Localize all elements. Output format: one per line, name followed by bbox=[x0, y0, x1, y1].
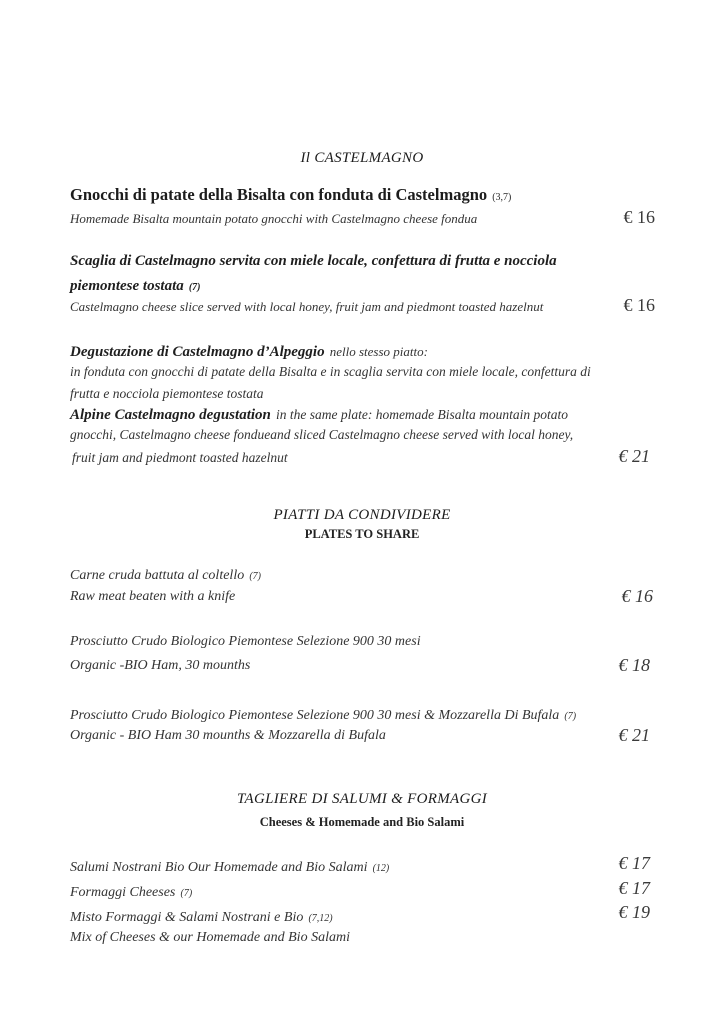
menu-item-gnocchi-name: Gnocchi di patate della Bisalta con fonduta di Castelmagno (3,7) bbox=[70, 185, 512, 204]
menu-item-gnocchi-price: € 16 bbox=[623, 207, 655, 227]
section-title-boards: TAGLIERE DI SALUMI & FORMAGGI bbox=[236, 791, 488, 807]
allergens: (3,7) bbox=[492, 192, 512, 203]
allergens: (7) bbox=[564, 711, 577, 722]
menu-item-gnocchi-description: Homemade Bisalta mountain potato gnocchi with Castelmagno cheese fondua bbox=[70, 211, 478, 226]
menu-item-salumi-name: Salumi Nostrani Bio Our Homemade and Bio Salami (12) bbox=[70, 860, 390, 875]
section-title-castelmagno: Il CASTELMAGNO bbox=[300, 150, 424, 166]
menu-item-degustazione-en-name: Alpine Castelmagno degustation in the same plate: homemade Bisalta mountain potato bbox=[70, 407, 569, 423]
allergens: (7,12) bbox=[308, 913, 333, 924]
allergens: (7) bbox=[180, 888, 193, 899]
menu-item-degustazione-it-line1: in fonduta con gnocchi di patate della Bisalta e in scaglia servita con miele locale, confettura di bbox=[70, 364, 591, 379]
allergens: (12) bbox=[372, 863, 390, 874]
menu-item-carne-cruda-price: € 16 bbox=[621, 586, 653, 606]
section-subtitle-sharing: PLATES TO SHARE bbox=[304, 527, 420, 541]
menu-item-formaggi-price: € 17 bbox=[618, 878, 650, 898]
menu-item-scaglia-name-line2: piemontese tostata (7) bbox=[70, 278, 201, 294]
menu-item-carne-cruda-description: Raw meat beaten with a knife bbox=[70, 589, 236, 604]
menu-item-scaglia-description: Castelmagno cheese slice served with local honey, fruit jam and piedmont toasted hazelnut bbox=[70, 299, 544, 314]
menu-item-prosciutto-mozzarella-description: Organic - BIO Ham 30 mounths & Mozzarella di Bufala bbox=[70, 728, 386, 743]
allergens: (7) bbox=[188, 282, 201, 293]
menu-item-misto-description: Mix of Cheeses & our Homemade and Bio Salami bbox=[70, 930, 350, 945]
allergens: (7) bbox=[249, 571, 261, 582]
menu-item-degustazione-en-line2: gnocchi, Castelmagno cheese fondueand sliced Castelmagno cheese served with local honey, bbox=[70, 427, 574, 442]
menu-item-degustazione-it-line2: frutta e nocciola piemontese tostata bbox=[70, 386, 264, 401]
section-title-sharing: PIATTI DA CONDIVIDERE bbox=[273, 507, 451, 523]
menu-item-scaglia-price: € 16 bbox=[623, 295, 655, 315]
menu-item-misto-name: Misto Formaggi & Salami Nostrani e Bio (7,12) bbox=[70, 910, 333, 925]
menu-item-formaggi-name: Formaggi Cheeses (7) bbox=[70, 885, 193, 900]
menu-item-carne-cruda-name: Carne cruda battuta al coltello (7) bbox=[70, 568, 261, 583]
section-subtitle-boards: Cheeses & Homemade and Bio Salami bbox=[259, 815, 465, 829]
menu-item-misto-price: € 19 bbox=[618, 902, 650, 922]
menu-item-prosciutto-description: Organic -BIO Ham, 30 mounths bbox=[70, 658, 251, 673]
menu-item-scaglia-name-line1: Scaglia di Castelmagno servita con miele locale, confettura di frutta e nocciola bbox=[70, 253, 557, 269]
menu-item-salumi-price: € 17 bbox=[618, 853, 650, 873]
menu-item-degustazione-price: € 21 bbox=[618, 446, 650, 466]
menu-item-prosciutto-price: € 18 bbox=[618, 655, 650, 675]
menu-item-degustazione-name: Degustazione di Castelmagno d’Alpeggio nello stesso piatto: bbox=[70, 344, 428, 360]
menu-item-prosciutto-name: Prosciutto Crudo Biologico Piemontese Selezione 900 30 mesi bbox=[70, 634, 421, 649]
menu-item-prosciutto-mozzarella-name: Prosciutto Crudo Biologico Piemontese Selezione 900 30 mesi & Mozzarella Di Bufala (7) bbox=[70, 708, 577, 723]
menu-item-degustazione-en-line3: fruit jam and piedmont toasted hazelnut bbox=[72, 450, 288, 465]
menu-item-prosciutto-mozzarella-price: € 21 bbox=[618, 725, 650, 745]
